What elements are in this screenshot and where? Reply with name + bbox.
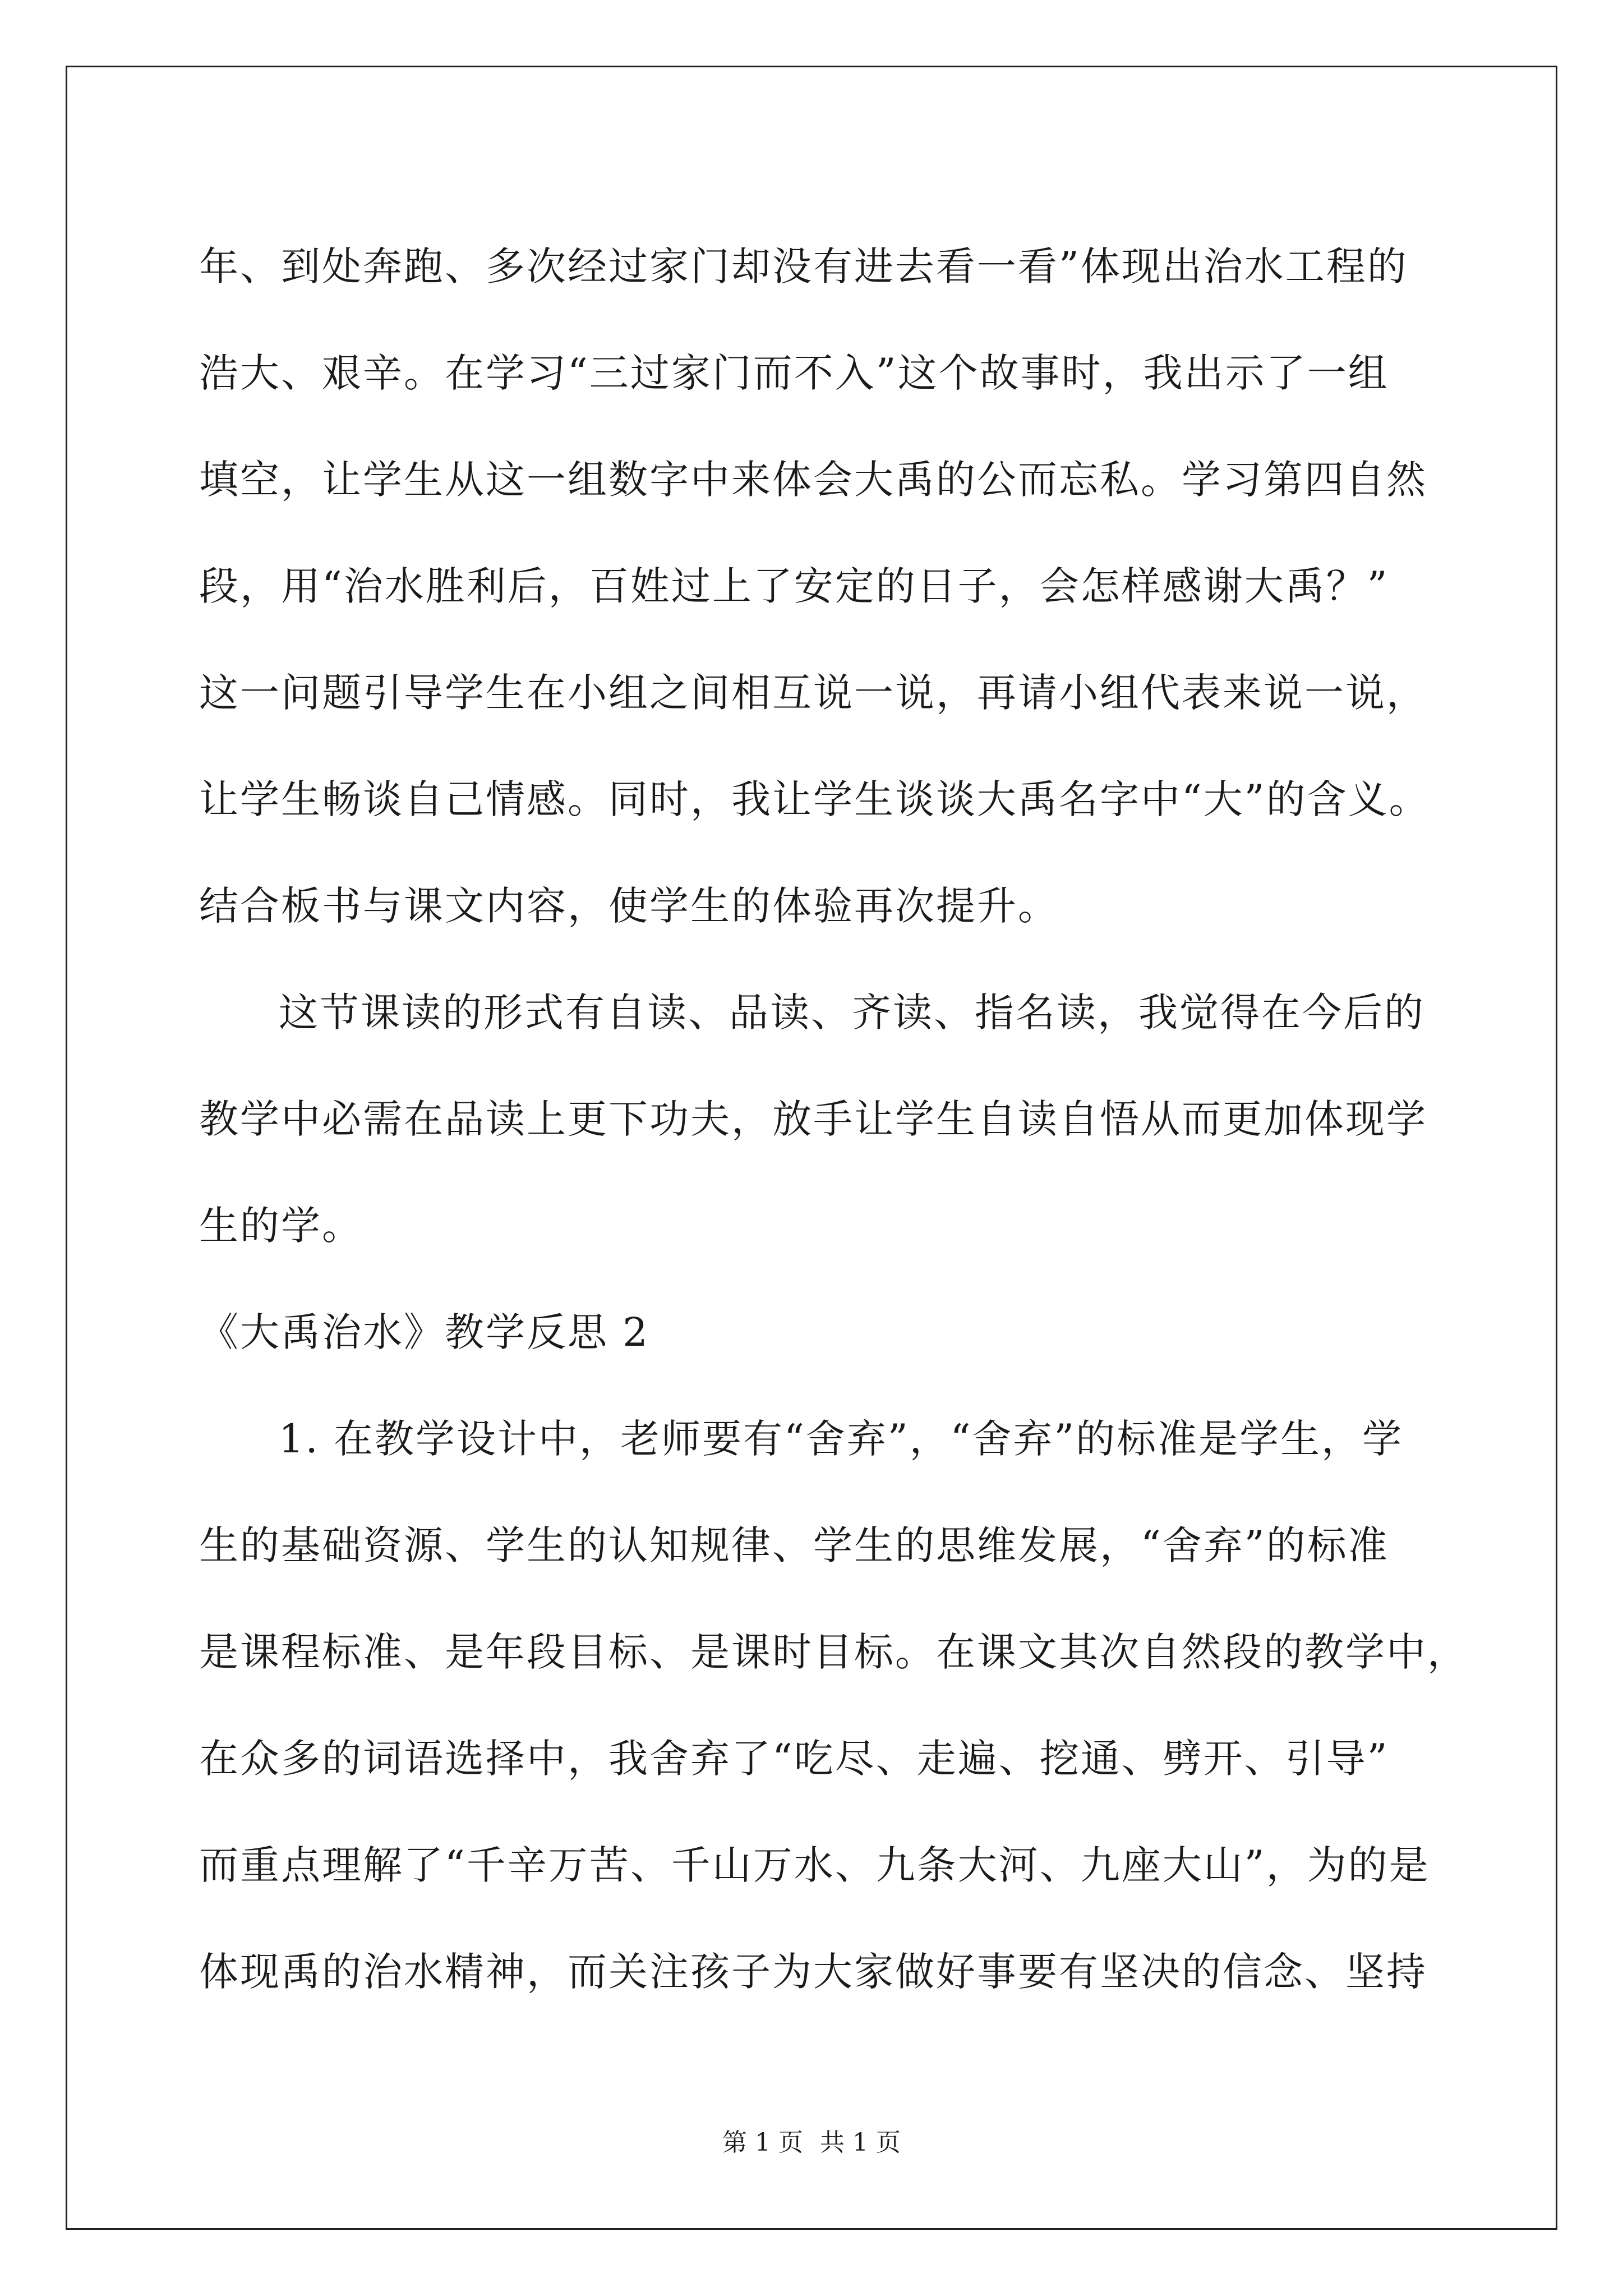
body-line: 结合板书与课文内容，使学生的体验再次提升。 — [199, 883, 1059, 929]
document-body — [199, 213, 1468, 2025]
body-line: 浩大、艰辛。在学习“三过家门而不入”这个故事时，我出示了一组 — [199, 350, 1389, 396]
body-line: 而重点理解了“千辛万苦、千山万水、九条大河、九座大山”，为的是 — [199, 1842, 1430, 1888]
body-line: 生的基础资源、学生的认知规律、学生的思维发展，“舍弃”的标准 — [199, 1522, 1389, 1568]
body-line: 教学中必需在品读上更下功夫，放手让学生自读自悟从而更加体现学 — [199, 1096, 1427, 1142]
body-line: 填空，让学生从这一组数字中来体会大禹的公而忘私。学习第四自然 — [199, 457, 1427, 503]
body-line: 这一问题引导学生在小组之间相互说一说，再请小组代表来说一说， — [199, 670, 1427, 716]
paragraph-start-line: 这节课读的形式有自读、品读、齐读、指名读，我觉得在今后的 — [279, 990, 1425, 1036]
body-line: 让学生畅谈自己情感。同时，我让学生谈谈大禹名字中“大”的含义。 — [199, 776, 1430, 822]
body-line: 年、到处奔跑、多次经过家门却没有进去看一看”体现出治水工程的 — [199, 243, 1408, 289]
body-line: 体现禹的治水精神，而关注孩子为大家做好事要有坚决的信念、坚持 — [199, 1949, 1427, 1995]
page-total: 共 1 页 — [820, 2128, 901, 2157]
body-line: 在众多的词语选择中，我舍弃了“吃尽、走遍、挖通、劈开、引导” — [199, 1736, 1389, 1782]
body-line: 是课程标准、是年段目标、是课时目标。在课文其次自然段的教学中， — [199, 1629, 1468, 1675]
page-footer — [0, 2126, 1623, 2160]
body-line: 段，用“治水胜利后，百姓过上了安定的日子，会怎样感谢大禹？” — [199, 563, 1389, 609]
body-line: 生的学。 — [199, 1203, 363, 1249]
section-heading: 《大禹治水》教学反思 2 — [199, 1309, 649, 1355]
page-number: 第 1 页 — [722, 2128, 803, 2157]
paragraph-start-line: 1. 在教学设计中，老师要有“舍弃”，“舍弃”的标准是学生，学 — [279, 1416, 1404, 1462]
